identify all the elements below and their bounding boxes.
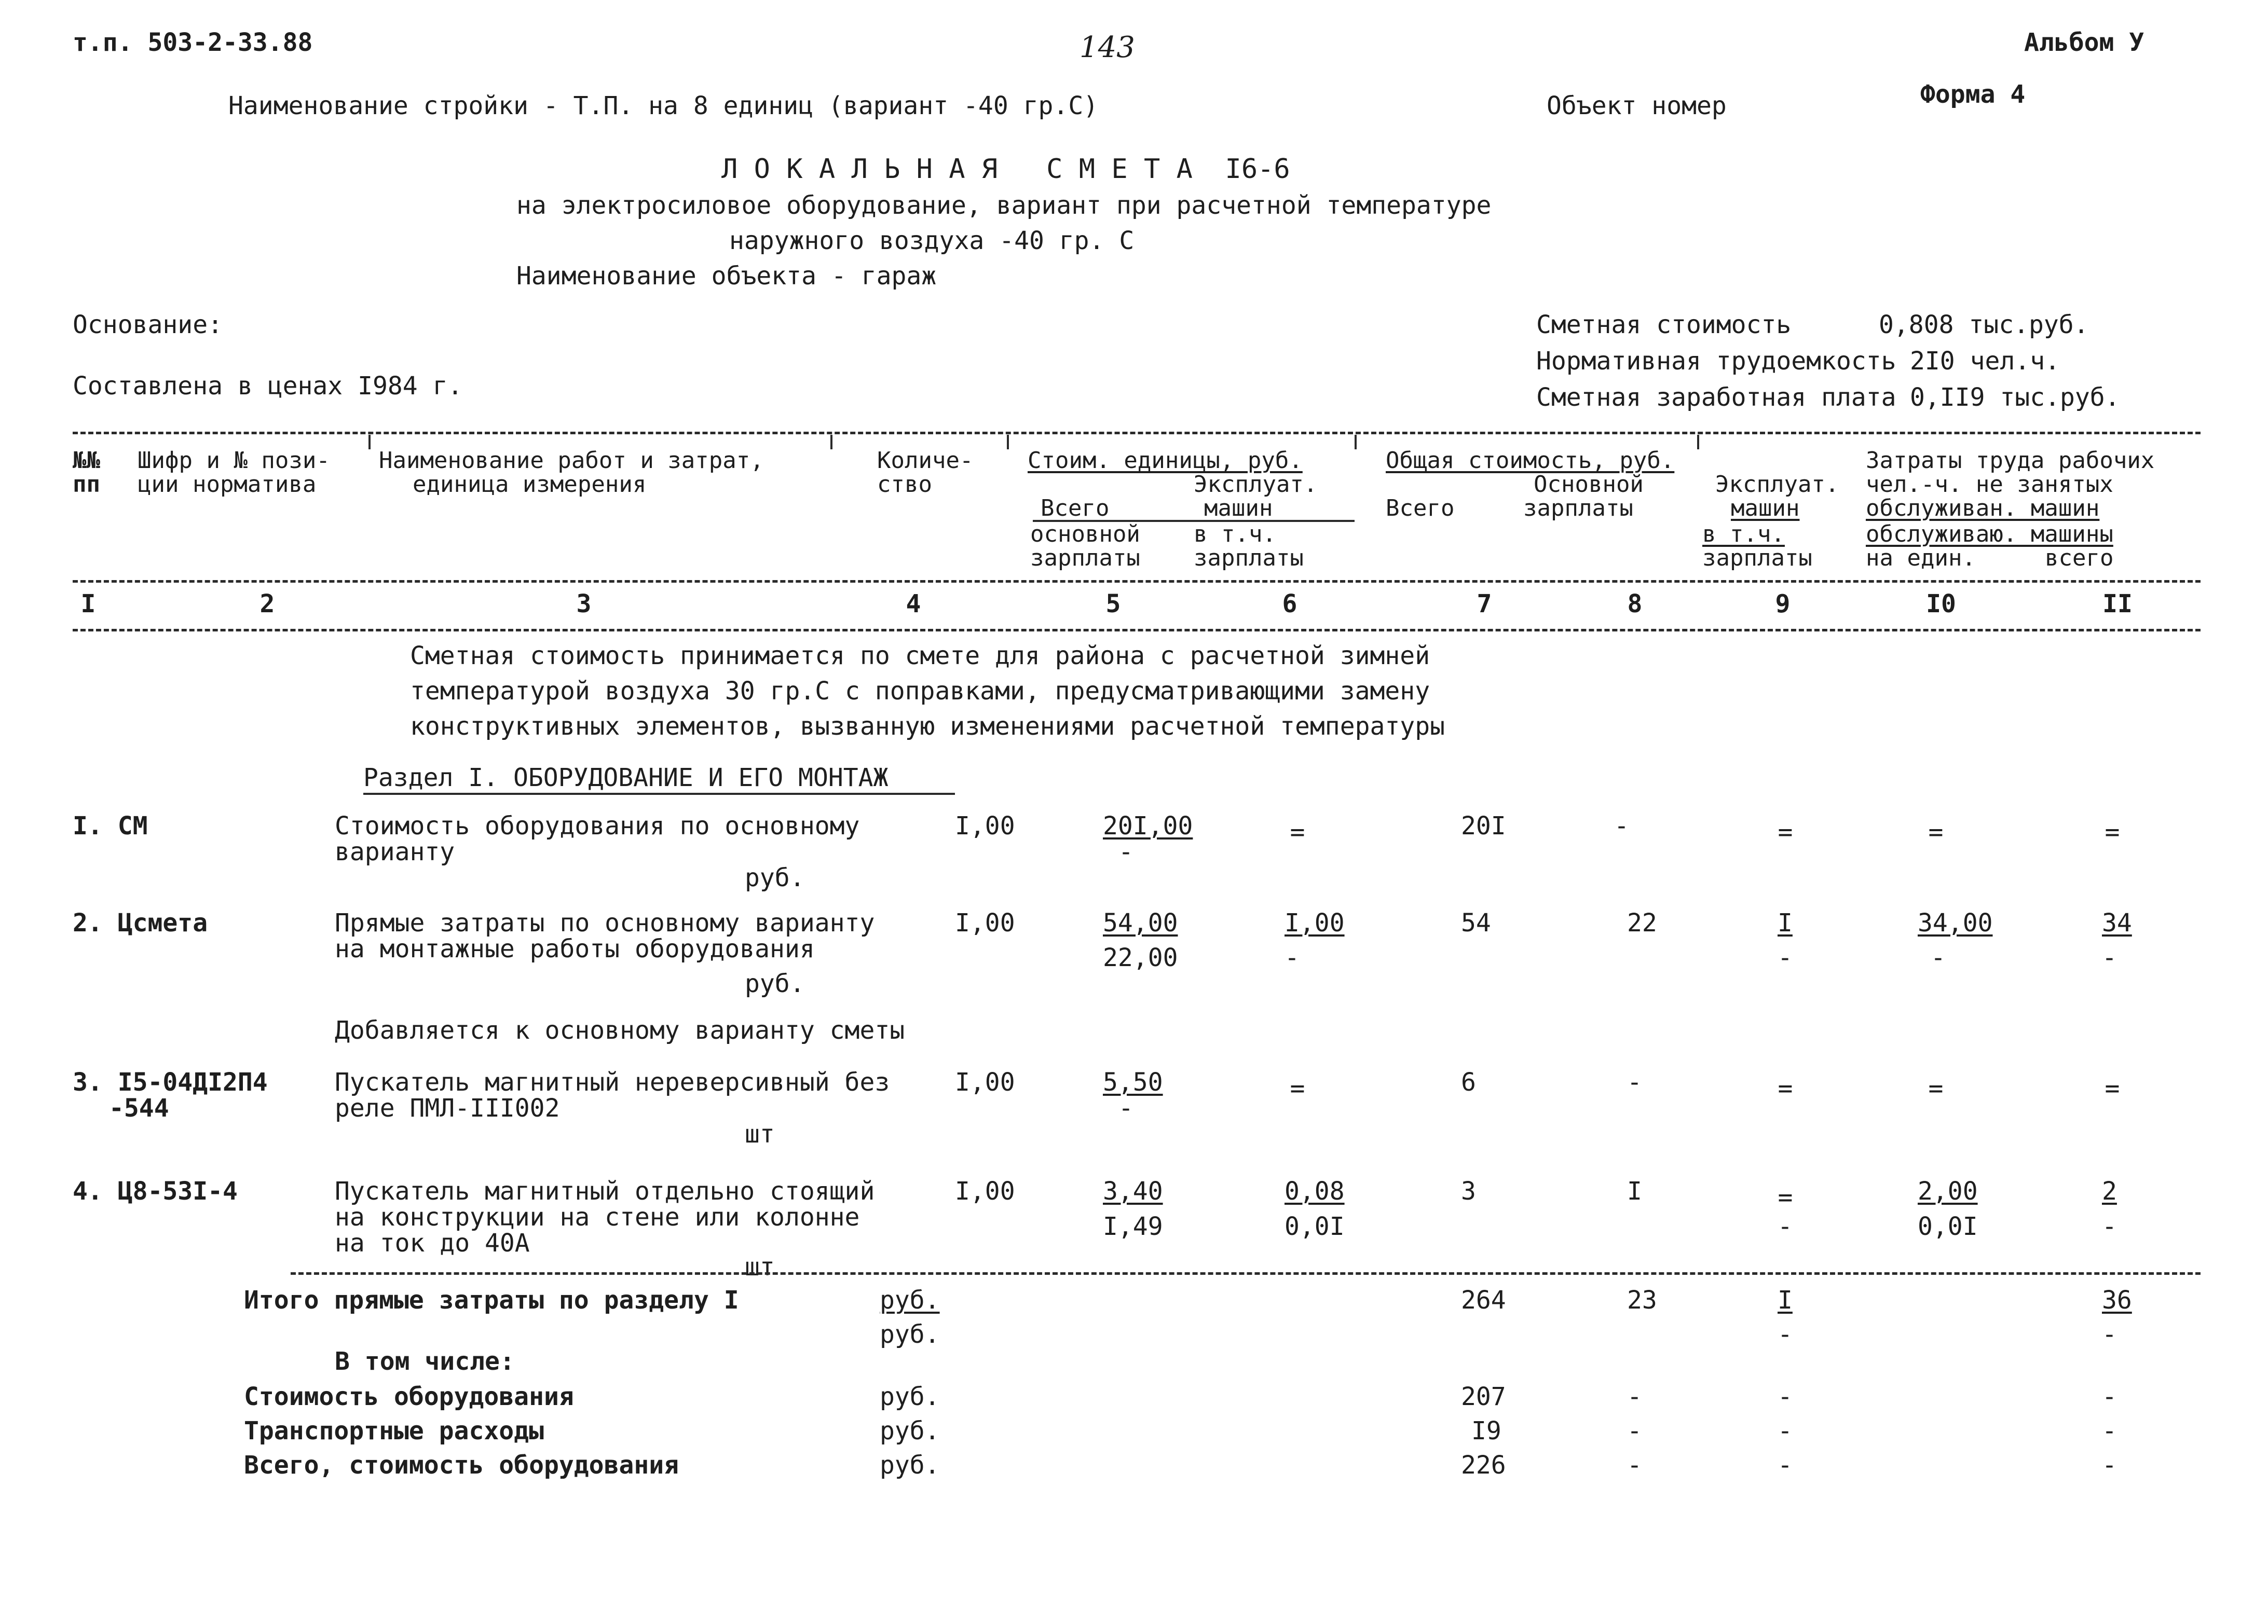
totals-line-1-wage: - bbox=[1627, 1382, 1642, 1411]
row-2-machines: I,00 bbox=[1285, 909, 1345, 938]
totals-labor: 36 bbox=[2102, 1286, 2132, 1315]
album-label: Альбом У bbox=[2024, 28, 2144, 57]
row-1-machines: = bbox=[1290, 818, 1305, 847]
row-3-labor-unit: = bbox=[1928, 1074, 1944, 1103]
prices-label: Составлена в ценах I984 г. bbox=[73, 371, 463, 401]
totals-machines: I bbox=[1778, 1286, 1793, 1315]
col-number-2: 2 bbox=[259, 589, 275, 618]
note-line-2: температурой воздуха 30 гр.С с поправками, предусматривающими замену bbox=[410, 677, 1430, 706]
header-c11: всего bbox=[2045, 545, 2114, 571]
note-line-3: конструктивных элементов, вызванную изменениями расчетной температуры bbox=[410, 712, 1445, 741]
header-unit-cost: Стоим. единицы, руб. bbox=[1028, 447, 1303, 474]
section-underline bbox=[363, 793, 955, 795]
wage-label: Сметная заработная плата bbox=[1536, 383, 1896, 412]
labor-value: 2I0 чел.ч. bbox=[1910, 347, 2060, 376]
page-number: 143 bbox=[1080, 31, 1135, 64]
col-number-9: 9 bbox=[1775, 589, 1791, 618]
row-1-machines-total: = bbox=[1778, 818, 1793, 847]
row-3-desc-2: реле ПМЛ-III002 bbox=[335, 1094, 560, 1123]
row-2-unit-cost: 54,00 bbox=[1103, 909, 1178, 938]
header-c8-b: зарплаты bbox=[1523, 495, 1633, 521]
form-label: Форма 4 bbox=[1920, 80, 2026, 109]
totals-including: В том числе: bbox=[335, 1347, 515, 1376]
row-3-unit-cost: 5,50 bbox=[1103, 1068, 1163, 1097]
row-1-total: 20I bbox=[1461, 811, 1506, 841]
add-note: Добавляется к основному варианту сметы bbox=[335, 1016, 905, 1045]
header-qty-a: Количе- bbox=[877, 447, 974, 474]
subtitle-line-2: наружного воздуха -40 гр. С bbox=[729, 226, 1135, 255]
row-4-qty: I,00 bbox=[955, 1177, 1015, 1206]
wage-value: 0,II9 тыс.руб. bbox=[1910, 383, 2120, 412]
col-number-10: I0 bbox=[1926, 589, 1956, 618]
header-c6-d: зарплаты bbox=[1194, 545, 1304, 571]
col-number-5: 5 bbox=[1105, 589, 1121, 618]
header-divider bbox=[368, 435, 371, 449]
row-2-desc: Прямые затраты по основному варианту bbox=[335, 909, 875, 938]
row-2-labor-unit-b: - bbox=[1931, 943, 1946, 972]
row-4-unit-wage: I,49 bbox=[1103, 1212, 1163, 1241]
row-1-number: I. СМ bbox=[73, 811, 148, 841]
totals-line-3-wage: - bbox=[1627, 1451, 1642, 1480]
totals-line-3-machines: - bbox=[1778, 1451, 1793, 1480]
row-1-labor-total: = bbox=[2105, 818, 2120, 847]
row-1-unit-cost: 20I,00 bbox=[1103, 811, 1193, 841]
row-2-wage: 22 bbox=[1627, 909, 1657, 938]
row-3-qty: I,00 bbox=[955, 1068, 1015, 1097]
document-code: т.п. 503-2-33.88 bbox=[73, 28, 313, 57]
row-3-machines-total: = bbox=[1778, 1074, 1793, 1103]
row-4-wage: I bbox=[1627, 1177, 1642, 1206]
header-c6-a: Эксплуат. bbox=[1194, 471, 1318, 498]
header-qty-b: ство bbox=[877, 471, 932, 498]
row-3-number: 3. I5-04ДI2П4 bbox=[73, 1068, 268, 1097]
totals-line-3-labor: - bbox=[2102, 1451, 2117, 1480]
header-c10: на един. bbox=[1866, 545, 1976, 571]
object-number-label: Объект номер bbox=[1547, 91, 1727, 120]
row-1-qty: I,00 bbox=[955, 811, 1015, 841]
note-line-1: Сметная стоимость принимается по смете для района с расчетной зимней bbox=[410, 641, 1430, 670]
row-1-unit-wage: - bbox=[1118, 837, 1133, 866]
header-name-a: Наименование работ и затрат, bbox=[379, 447, 764, 474]
totals-labor-b: - bbox=[2102, 1320, 2117, 1349]
row-3-unit: шт bbox=[745, 1120, 775, 1149]
col-number-4: 4 bbox=[906, 589, 921, 618]
row-4-desc: Пускатель магнитный отдельно стоящий bbox=[335, 1177, 875, 1206]
row-1-wage: - bbox=[1614, 811, 1629, 841]
row-2-desc-2: на монтажные работы оборудования bbox=[335, 934, 815, 964]
header-num-b: пп bbox=[73, 471, 100, 498]
col-number-6: 6 bbox=[1282, 589, 1297, 618]
totals-line-1-unit: руб. bbox=[880, 1382, 940, 1411]
construction-name: Наименование стройки - Т.П. на 8 единиц (вариант -40 гр.С) bbox=[228, 91, 1099, 120]
row-3-number-2: -544 bbox=[109, 1094, 169, 1123]
basis-label: Основание: bbox=[73, 310, 223, 339]
header-c8-a: Основной bbox=[1534, 471, 1644, 498]
header-total-cost: Общая стоимость, руб. bbox=[1386, 447, 1675, 474]
header-divider bbox=[1007, 435, 1009, 449]
row-2-labor-total: 34 bbox=[2102, 909, 2132, 938]
totals-unit: руб. bbox=[880, 1286, 940, 1315]
row-2-machines-total-wage: - bbox=[1778, 943, 1793, 972]
row-3-wage: - bbox=[1627, 1068, 1642, 1097]
row-2-machines-total: I bbox=[1778, 909, 1793, 938]
labor-label: Нормативная трудоемкость bbox=[1536, 347, 1896, 376]
header-name-b: единица измерения bbox=[413, 471, 647, 498]
row-4-desc-3: на ток до 40А bbox=[335, 1229, 530, 1258]
totals-line-2-labor: - bbox=[2102, 1416, 2117, 1446]
header-divider bbox=[1355, 435, 1357, 449]
header-c9-c: в т.ч. bbox=[1702, 521, 1785, 547]
col-number-3: 3 bbox=[576, 589, 592, 618]
header-c5-a: Всего bbox=[1041, 495, 1110, 521]
totals-machines-wage: - bbox=[1778, 1320, 1793, 1349]
row-4-machines-total: = bbox=[1778, 1183, 1793, 1212]
section-title: Раздел I. ОБОРУДОВАНИЕ И ЕГО МОНТАЖ bbox=[363, 763, 889, 792]
document-title: Л О К А Л Ь Н А Я С М Е Т А I6-6 bbox=[721, 154, 1290, 185]
totals-line-3-unit: руб. bbox=[880, 1451, 940, 1480]
header-code-a: Шифр и № пози- bbox=[138, 447, 330, 474]
object-name: Наименование объекта - гараж bbox=[516, 262, 937, 291]
totals-line-1-total: 207 bbox=[1461, 1382, 1506, 1411]
row-1-unit: руб. bbox=[745, 863, 805, 892]
totals-line-1-labor: - bbox=[2102, 1382, 2117, 1411]
estimate-cost-value: 0,808 тыс.руб. bbox=[1879, 310, 2089, 339]
table-numbers-rule-bottom bbox=[73, 629, 2201, 631]
row-2-labor-total-b: - bbox=[2102, 943, 2117, 972]
row-4-machines: 0,08 bbox=[1285, 1177, 1345, 1206]
totals-line-3-total: 226 bbox=[1461, 1451, 1506, 1480]
header-code-b: ции норматива bbox=[138, 471, 317, 498]
header-labor: Затраты труда рабочих bbox=[1866, 447, 2155, 474]
totals-unit-2: руб. bbox=[880, 1320, 940, 1349]
col-number-1: I bbox=[80, 589, 96, 618]
row-2-unit: руб. bbox=[745, 969, 805, 998]
totals-line-2-total: I9 bbox=[1471, 1416, 1501, 1446]
totals-wage: 23 bbox=[1627, 1286, 1657, 1315]
row-4-labor-unit-b: 0,0I bbox=[1918, 1212, 1978, 1241]
row-4-labor-total: 2 bbox=[2102, 1177, 2117, 1206]
header-c9-d: зарплаты bbox=[1702, 545, 1812, 571]
row-4-labor-unit: 2,00 bbox=[1918, 1177, 1978, 1206]
subtitle-line-1: на электросиловое оборудование, вариант при расчетной температуре bbox=[516, 191, 1492, 220]
row-4-labor-total-b: - bbox=[2102, 1212, 2117, 1241]
col-number-11: II bbox=[2102, 589, 2133, 618]
header-c7: Всего bbox=[1386, 495, 1455, 521]
header-c5-c: зарплаты bbox=[1030, 545, 1140, 571]
table-top-rule bbox=[73, 432, 2201, 434]
row-2-qty: I,00 bbox=[955, 909, 1015, 938]
header-c5-b: основной bbox=[1030, 521, 1140, 547]
estimate-cost-label: Сметная стоимость bbox=[1536, 310, 1792, 339]
row-2-labor-unit: 34,00 bbox=[1918, 909, 1993, 938]
row-4-number: 4. Ц8-53I-4 bbox=[73, 1177, 238, 1206]
row-1-desc: Стоимость оборудования по основному bbox=[335, 811, 860, 841]
row-1-labor-unit: = bbox=[1928, 818, 1944, 847]
header-divider bbox=[830, 435, 832, 449]
totals-line-3-label: Всего, стоимость оборудования bbox=[244, 1451, 679, 1480]
row-3-unit-wage: - bbox=[1118, 1094, 1133, 1123]
totals-line-2-machines: - bbox=[1778, 1416, 1793, 1446]
table-numbers-rule-top bbox=[73, 580, 2201, 583]
col-number-8: 8 bbox=[1627, 589, 1643, 618]
row-3-machines: = bbox=[1290, 1074, 1305, 1103]
header-labor-c: обслуживан. машин bbox=[1866, 495, 2100, 521]
row-4-machines-total-wage: - bbox=[1778, 1212, 1793, 1241]
row-2-machines-wage: - bbox=[1285, 943, 1300, 972]
header-labor-b: чел.-ч. не занятых bbox=[1866, 471, 2113, 498]
row-2-number: 2. Цсмета bbox=[73, 909, 208, 938]
row-4-desc-2: на конструкции на стене или колонне bbox=[335, 1203, 860, 1232]
row-3-total: 6 bbox=[1461, 1068, 1476, 1097]
row-4-unit-cost: 3,40 bbox=[1103, 1177, 1163, 1206]
totals-rule bbox=[291, 1272, 2201, 1275]
header-num-a: №№ bbox=[73, 447, 100, 474]
row-3-desc: Пускатель магнитный нереверсивный без bbox=[335, 1068, 890, 1097]
header-c9-b: машин bbox=[1731, 495, 1800, 521]
col-number-7: 7 bbox=[1477, 589, 1492, 618]
header-labor-d: обслуживаю. машины bbox=[1866, 521, 2113, 547]
header-c9-a: Эксплуат. bbox=[1715, 471, 1839, 498]
totals-line-1-machines: - bbox=[1778, 1382, 1793, 1411]
header-divider bbox=[1697, 435, 1699, 449]
row-1-desc-2: варианту bbox=[335, 837, 455, 866]
totals-line-2-label: Транспортные расходы bbox=[244, 1416, 544, 1446]
row-4-total: 3 bbox=[1461, 1177, 1476, 1206]
header-c6-c: в т.ч. bbox=[1194, 521, 1276, 547]
totals-total: 264 bbox=[1461, 1286, 1506, 1315]
header-c6-b: машин bbox=[1204, 495, 1273, 521]
row-2-unit-wage: 22,00 bbox=[1103, 943, 1178, 972]
row-3-labor-total: = bbox=[2105, 1074, 2120, 1103]
totals-line-2-wage: - bbox=[1627, 1416, 1642, 1446]
row-2-total: 54 bbox=[1461, 909, 1491, 938]
totals-line-1-label: Стоимость оборудования bbox=[244, 1382, 574, 1411]
totals-line-2-unit: руб. bbox=[880, 1416, 940, 1446]
row-4-machines-wage: 0,0I bbox=[1285, 1212, 1345, 1241]
row-4-unit: шт bbox=[745, 1253, 775, 1282]
totals-label: Итого прямые затраты по разделу I bbox=[244, 1286, 739, 1315]
